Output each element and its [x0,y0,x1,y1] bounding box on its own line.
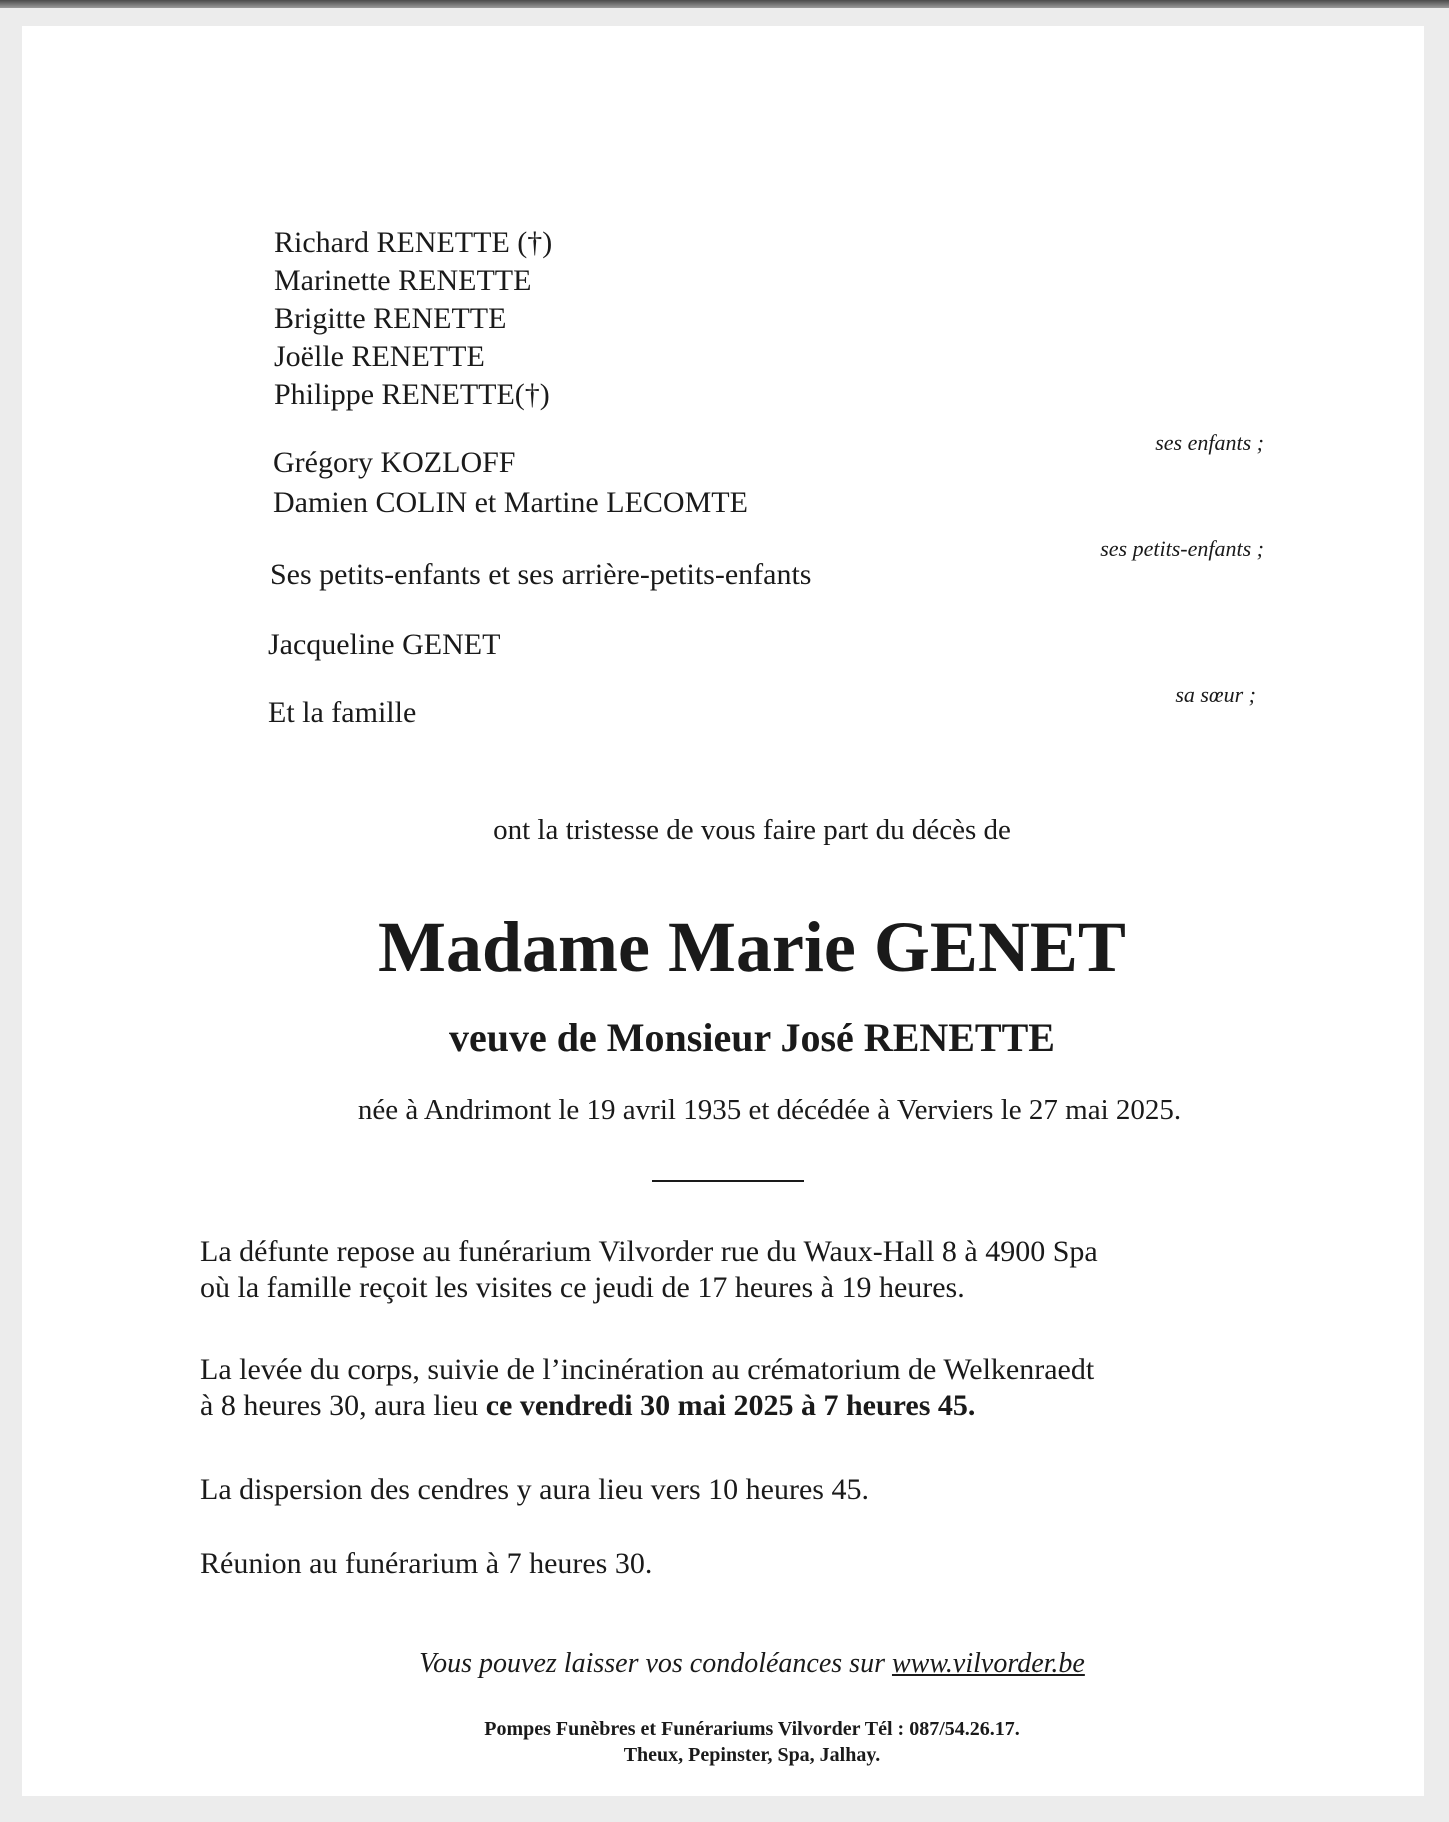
child-name: Philippe RENETTE(†) [274,378,550,411]
meeting-line: Réunion au funérarium à 7 heures 30. [200,1547,653,1580]
announcement-intro: ont la tristesse de vous faire part du décès de [493,814,1011,846]
child-name: Marinette RENETTE [274,264,532,297]
viewing-line-1: La défunte repose au funérarium Vilvorder rue du Waux-Hall 8 à 4900 Spa [200,1235,1098,1268]
ceremony-date-time: ce vendredi 30 mai 2025 à 7 heures 45. [485,1389,976,1422]
viewing-line-2: où la famille reçoit les visites ce jeudi de 17 heures à 19 heures. [200,1271,965,1304]
great-grandchildren-line: Ses petits-enfants et ses arrière-petits-enfants [270,558,812,591]
grandchildren-relation: ses petits-enfants ; [1100,536,1264,561]
condolences-link[interactable]: www.vilvorder.be [891,1648,1085,1679]
deceased-name: Madame Marie GENET [378,907,1126,987]
ceremony-line-2 [200,1388,1094,1424]
condolences-text: Vous pouvez laisser vos condoléances sur [419,1648,892,1679]
grandchild-name: Grégory KOZLOFF [273,446,516,479]
birth-death-line: née à Andrimont le 19 avril 1935 et décédée à Verviers le 27 mai 2025. [357,1094,1182,1126]
child-name: Joëlle RENETTE [274,340,485,373]
footer-locations-line: Theux, Pepinster, Spa, Jalhay. [623,1744,881,1766]
viewing-paragraph [200,1234,1098,1306]
grandchild-name: Damien COLIN et Martine LECOMTE [273,486,748,519]
widow-of-line: veuve de Monsieur José RENETTE [449,1015,1055,1060]
child-name: Richard RENETTE (†) [274,226,553,259]
funeral-notice-page [22,26,1424,1796]
section-divider [652,1180,804,1182]
ceremony-line-2-text: à 8 heures 30, aura lieu [200,1389,486,1422]
sister-relation: sa sœur ; [1175,682,1256,707]
family-line: Et la famille [268,696,417,729]
footer-company-line: Pompes Funèbres et Funérariums Vilvorder Tél : 087/54.26.17. [484,1718,1020,1740]
condolences-line [22,1648,1449,1680]
ceremony-paragraph [200,1352,1094,1424]
child-name: Brigitte RENETTE [274,302,507,335]
sister-name: Jacqueline GENET [268,628,501,661]
ceremony-line-1: La levée du corps, suivie de l’incinération au crématorium de Welkenraedt [200,1353,1095,1386]
scan-top-edge [0,0,1449,8]
dispersion-line: La dispersion des cendres y aura lieu vers 10 heures 45. [200,1473,869,1506]
children-relation: ses enfants ; [1155,430,1264,455]
